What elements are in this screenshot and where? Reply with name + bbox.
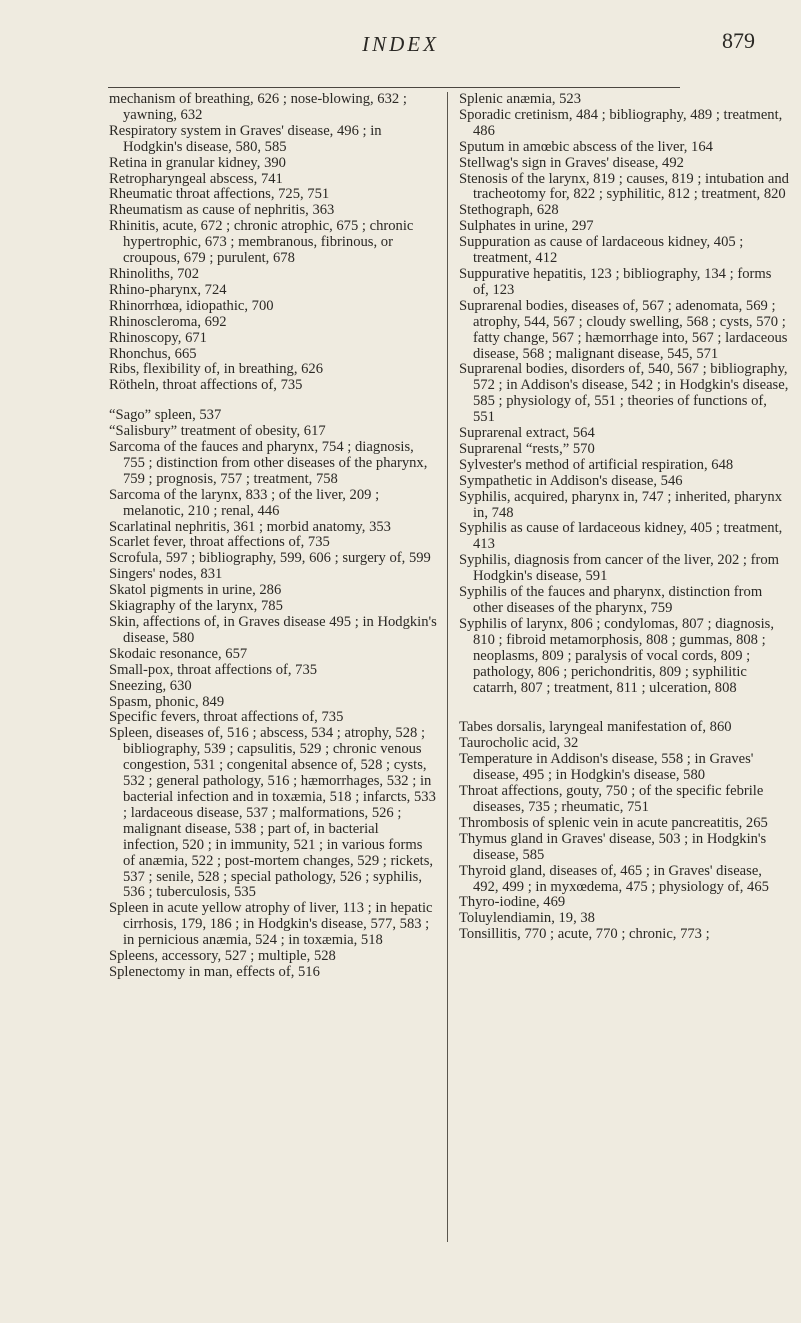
- index-entry: Syphilis, diagnosis from cancer of the liver, 202 ; from Hodgkin's disease, 591: [459, 552, 780, 585]
- index-entry: Retropharyngeal abscess, 741: [109, 170, 283, 187]
- index-entry: Skatol pigments in urine, 286: [109, 582, 282, 599]
- index-entry: Respiratory system in Graves' disease, 496 ; in Hodgkin's disease, 580, 585: [109, 122, 382, 155]
- index-entry: Sarcoma of the fauces and pharynx, 754 ; diagnosis, 755 ; distinction from other diseases of the pharynx, 759 ; prognosis, 757 ; treatment, 758: [109, 439, 428, 487]
- index-entry: Syphilis of the fauces and pharynx, distinction from other diseases of the pharynx, 759: [459, 584, 763, 616]
- page-header: [0, 22, 801, 62]
- index-entry: Sympathetic in Addison's disease, 546: [459, 472, 683, 489]
- index-entry: Suprarenal bodies, disorders of, 540, 567 ; bibliography, 572 ; in Addison's disease, 542 ; in Hodgkin's disease, 585 ; physiology of, 551 ; theories of functions of, 551: [459, 361, 789, 426]
- index-entry: Tabes dorsalis, laryngeal manifestation of, 860: [459, 719, 732, 736]
- index-entry: Rötheln, throat affections of, 735: [109, 377, 303, 394]
- index-entry: Scrofula, 597 ; bibliography, 599, 606 ; surgery of, 599: [109, 550, 431, 567]
- index-entry: Thyro-iodine, 469: [459, 894, 566, 911]
- index-entry: Syphilis as cause of lardaceous kidney, 405 ; treatment, 413: [459, 520, 783, 553]
- page-number: 879: [722, 28, 755, 53]
- index-entry: Stellwag's sign in Graves' disease, 492: [459, 154, 684, 171]
- index-entry: Rhinoscopy, 671: [109, 329, 207, 346]
- index-entry: Toluylendiamin, 19, 38: [459, 910, 595, 927]
- section-gap: [459, 696, 789, 720]
- index-entry: Scarlatinal nephritis, 361 ; morbid anatomy, 353: [109, 518, 391, 535]
- index-entry: Suppurative hepatitis, 123 ; bibliography, 134 ; forms of, 123: [459, 265, 772, 298]
- index-entry: Spleens, accessory, 527 ; multiple, 528: [109, 948, 336, 965]
- index-entry: Rhinoscleroma, 692: [109, 313, 227, 330]
- index-entry: Spasm, phonic, 849: [109, 693, 225, 710]
- index-entry: Retina in granular kidney, 390: [109, 154, 286, 171]
- index-entry: Rhinorrhœa, idiopathic, 700: [109, 297, 274, 314]
- index-entry: Small-pox, throat affections of, 735: [109, 661, 318, 678]
- column-divider: [447, 92, 448, 1242]
- index-entry: Stenosis of the larynx, 819 ; causes, 819 ; intubation and tracheotomy for, 822 ; syphilitic, 812 ; treatment, 820: [459, 170, 789, 203]
- index-entry: Thyroid gland, diseases of, 465 ; in Graves' disease, 492, 499 ; in myxœdema, 475 ; physiology of, 465: [459, 862, 769, 895]
- index-column-left: [109, 92, 437, 981]
- index-entry: Singers' nodes, 831: [109, 566, 223, 583]
- index-entry: Splenectomy in man, effects of, 516: [109, 963, 320, 980]
- index-entry: Spleen, diseases of, 516 ; abscess, 534 ; atrophy, 528 ; bibliography, 539 ; capsulitis, 529 ; chronic venous congestion, 531 ; congenital absence of, 528 ; cysts, 532 ; general pathology, 516 ; hæmorrhages, 532 ; in bacterial infection and in toxæmia, 518 ; infarcts, 533 ; lardaceous disease, 537 ; malformations, 526 ; malignant disease, 538 ; part of, in bacterial infection, 520 ; in immunity, 521 ; in various forms of anæmia, 522 ; post-mortem changes, 529 ; rickets, 537 ; senile, 528 ; special pathology, 526 ; syphilis, 536 ; tuberculosis, 535: [109, 725, 436, 901]
- index-entry: Suppuration as cause of lardaceous kidney, 405 ; treatment, 412: [459, 234, 744, 267]
- header-title: INDEX: [362, 32, 439, 56]
- index-entry: Sporadic cretinism, 484 ; bibliography, 489 ; treatment, 486: [459, 106, 783, 139]
- index-entry: Suprarenal bodies, diseases of, 567 ; adenomata, 569 ; atrophy, 544, 567 ; cloudy swelling, 568 ; cysts, 570 ; fatty change, 567 ; hæmorrhage into, 567 ; lardaceous disease, 568 ; malignant disease, 545, 571: [459, 297, 788, 362]
- index-entry: Spleen in acute yellow atrophy of liver, 113 ; in hepatic cirrhosis, 179, 186 ; in Hodgkin's disease, 577, 583 ; in pernicious anæmia, 524 ; in toxæmia, 518: [109, 900, 433, 949]
- index-entry: Sylvester's method of artificial respiration, 648: [459, 456, 734, 473]
- index-entry: Syphilis, acquired, pharynx in, 747 ; inherited, pharynx in, 748: [459, 488, 783, 521]
- index-entry: Rhino-pharynx, 724: [109, 281, 227, 298]
- index-entry: Rhonchus, 665: [109, 345, 197, 362]
- index-entry: Suprarenal extract, 564: [459, 425, 595, 442]
- index-entry: Rhinoliths, 702: [109, 265, 200, 282]
- index-entry: Sneezing, 630: [109, 677, 192, 694]
- index-entry: mechanism of breathing, 626 ; nose-blowing, 632 ; yawning, 632: [109, 91, 407, 123]
- index-entry: Skodaic resonance, 657: [109, 645, 248, 662]
- index-entry: Specific fevers, throat affections of, 735: [109, 709, 344, 726]
- index-entry: Rheumatism as cause of nephritis, 363: [109, 202, 335, 219]
- index-column-right: [459, 92, 789, 943]
- index-entry: Scarlet fever, throat affections of, 735: [109, 534, 330, 551]
- header-rule: [108, 87, 680, 88]
- index-entry: “Salisbury” treatment of obesity, 617: [109, 423, 326, 440]
- index-entry: Sulphates in urine, 297: [459, 218, 594, 235]
- index-entry: Sputum in amœbic abscess of the liver, 164: [459, 138, 713, 155]
- index-entry: Rheumatic throat affections, 725, 751: [109, 186, 330, 203]
- index-entry: Suprarenal “rests,” 570: [459, 440, 595, 457]
- index-entry: Throat affections, gouty, 750 ; of the specific febrile diseases, 735 ; rheumatic, 751: [459, 783, 764, 815]
- index-entry: Skiagraphy of the larynx, 785: [109, 598, 283, 615]
- index-entry: Syphilis of larynx, 806 ; condylomas, 807 ; diagnosis, 810 ; fibroid metamorphosis, 808 ; gummas, 808 ; neoplasms, 809 ; paralysis of vocal cords, 809 ; pathology, 806 ; perichondritis, 809 ; syphilitic catarrh, 807 ; treatment, 811 ; ulceration, 808: [459, 615, 774, 696]
- index-entry: Splenic anæmia, 523: [459, 91, 582, 107]
- index-entry: Skin, affections of, in Graves disease 495 ; in Hodgkin's disease, 580: [109, 614, 437, 646]
- index-entry: Taurocholic acid, 32: [459, 735, 579, 752]
- index-entry: Temperature in Addison's disease, 558 ; in Graves' disease, 495 ; in Hodgkin's disease, 580: [459, 751, 754, 784]
- section-gap: [109, 394, 437, 408]
- index-entry: Thrombosis of splenic vein in acute pancreatitis, 265: [459, 814, 768, 831]
- index-entry: Ribs, flexibility of, in breathing, 626: [109, 361, 324, 378]
- index-entry: “Sago” spleen, 537: [109, 407, 222, 424]
- index-entry: Rhinitis, acute, 672 ; chronic atrophic, 675 ; chronic hypertrophic, 673 ; membranous, fibrinous, or croupous, 679 ; purulent, 678: [109, 218, 414, 267]
- index-entry: Tonsillitis, 770 ; acute, 770 ; chronic, 773 ;: [459, 926, 710, 943]
- index-entry: Sarcoma of the larynx, 833 ; of the liver, 209 ; melanotic, 210 ; renal, 446: [109, 486, 380, 519]
- index-entry: Stethograph, 628: [459, 202, 559, 219]
- index-entry: Thymus gland in Graves' disease, 503 ; in Hodgkin's disease, 585: [459, 830, 767, 863]
